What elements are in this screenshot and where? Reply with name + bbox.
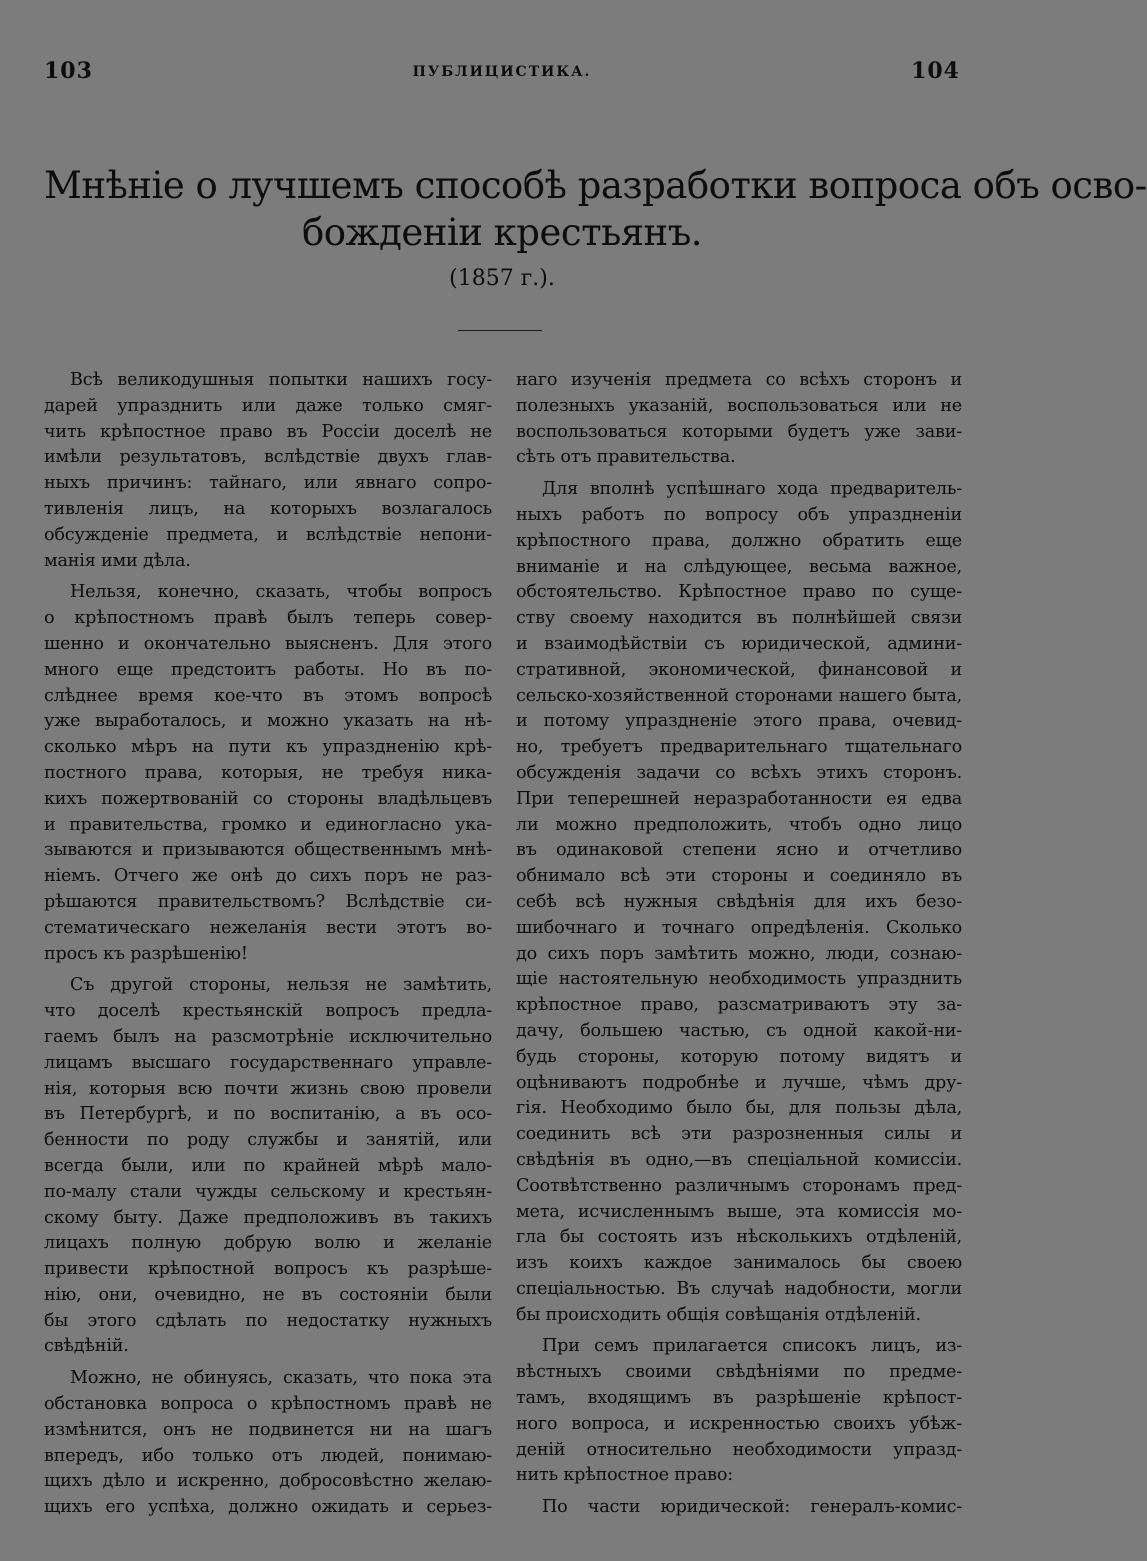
text-line: имѣли результатовъ, вслѣдствіе двухъ глав- bbox=[44, 447, 492, 468]
page-number-right: 104 bbox=[911, 58, 960, 84]
text-line: дачу, большею частью, съ одной какой-ни- bbox=[516, 1020, 962, 1041]
text-line: и потому упраздненіе этого права, очевид- bbox=[516, 711, 962, 732]
text-line: шибочнаго и точнаго опредѣленія. Сколько bbox=[516, 917, 962, 938]
text-line: изъ коихъ каждое занималось бы своею bbox=[516, 1253, 962, 1274]
text-line: Соотвѣтственно различнымъ сторонамъ пред- bbox=[516, 1175, 962, 1196]
text-line: въ одинаковой степени ясно и отчетливо bbox=[516, 840, 962, 861]
text-line: воспользоваться которыми будетъ уже зави- bbox=[516, 421, 962, 442]
article-title-line-2: божденіи крестьянъ. bbox=[301, 211, 703, 254]
text-line: нія, которыя всю почти жизнь свою провели bbox=[44, 1078, 492, 1099]
text-line: но, требуетъ предварительнаго тщательнаго bbox=[516, 737, 962, 758]
text-line: обнимало всѣ эти стороны и соединяло въ bbox=[516, 866, 962, 887]
running-title: ПУБЛИЦИСТИКА. bbox=[412, 64, 592, 80]
text-line: рѣшаются правительствомъ? Вслѣдствіе си- bbox=[44, 891, 492, 912]
text-line: измѣнится, онъ не подвинется ни на шагъ bbox=[44, 1419, 492, 1440]
text-line: крѣпостное право, разсматриваютъ эту за- bbox=[516, 995, 962, 1016]
text-line: всегда были, или по крайней мѣрѣ мало- bbox=[44, 1155, 492, 1176]
text-line: Съ другой стороны, нельзя не замѣтить, bbox=[70, 975, 492, 996]
text-line: При теперешней неразработанности ея едва bbox=[516, 788, 962, 809]
text-line: соединить всѣ эти разрозненныя силы и bbox=[516, 1124, 962, 1145]
text-line: обсужденія задачи со всѣхъ этихъ сторонъ. bbox=[516, 762, 962, 783]
article-title bbox=[44, 162, 1147, 256]
text-line: вѣстныхъ своими свѣдѣніями по предме- bbox=[516, 1362, 962, 1383]
text-line: Нельзя, конечно, сказать, чтобы вопросъ bbox=[70, 582, 492, 603]
text-line: Всѣ великодушныя попытки нашихъ госу- bbox=[70, 370, 492, 390]
text-line: кихъ пожертвованій со стороны владѣльцевъ bbox=[44, 788, 492, 809]
text-line: тивленія лицъ, на которыхъ возлагалось bbox=[44, 498, 492, 519]
text-line: деній относительно необходимости упразд- bbox=[516, 1439, 962, 1460]
title-separator-rule bbox=[458, 330, 542, 331]
text-line: крѣпостного права, должно обратить еще bbox=[516, 530, 962, 551]
text-line: слѣднее время кое-что въ этомъ вопросѣ bbox=[44, 685, 492, 706]
text-line: обстоятельство. Крѣпостное право по суще- bbox=[516, 582, 962, 603]
text-line: оцѣниваютъ подробнѣе и лучше, чѣмъ дру- bbox=[516, 1072, 962, 1093]
text-line: себѣ всѣ нужныя свѣдѣнія для ихъ безо- bbox=[516, 891, 962, 912]
text-line: ныхъ причинъ: тайнаго, или явнаго сопро- bbox=[44, 473, 492, 494]
text-line: много еще предстоитъ работы. Но въ по- bbox=[44, 659, 492, 680]
text-line: ного вопроса, и искренностью своихъ убѣж- bbox=[516, 1413, 962, 1434]
text-line: полезныхъ указаній, воспользоваться или не bbox=[516, 395, 962, 416]
text-line: щихъ дѣло и искренно, добросовѣстно желаю- bbox=[44, 1471, 492, 1492]
right-text-column bbox=[516, 368, 962, 1521]
text-line: гаемъ былъ на разсмотрѣніе исключительно bbox=[44, 1026, 492, 1047]
text-line: гія. Необходимо было бы, для пользы дѣла, bbox=[516, 1098, 962, 1119]
page-header bbox=[44, 58, 960, 90]
text-line: будь стороны, которую потому видятъ и bbox=[516, 1046, 962, 1067]
text-line: бенности по роду службы и занятій, или bbox=[44, 1130, 492, 1151]
text-line: свѣдѣнія въ одно,—въ спеціальной комиссіи. bbox=[516, 1149, 962, 1170]
text-line: просъ къ разрѣшенію! bbox=[44, 943, 248, 964]
text-line: нить крѣпостное право: bbox=[516, 1465, 733, 1486]
text-line: свѣдѣній. bbox=[44, 1336, 129, 1357]
text-line: уже выработалось, и можно указать на нѣ- bbox=[44, 711, 492, 732]
text-line: стематическаго нежеланія вести этотъ во- bbox=[44, 917, 492, 938]
text-line: сѣть отъ правительства. bbox=[516, 447, 736, 468]
text-line: бы происходить общія совѣщанія отдѣленій. bbox=[516, 1304, 921, 1325]
text-line: нію, они, очевидно, не въ состояніи были bbox=[44, 1284, 492, 1305]
text-line: и правительства, громко и единогласно ука- bbox=[44, 814, 492, 835]
text-line: сколько мѣръ на пути къ упраздненію крѣ- bbox=[44, 737, 492, 758]
text-line: стративной, экономической, финансовой и bbox=[516, 659, 962, 680]
text-line: обсужденіе предмета, и вслѣдствіе непони- bbox=[44, 524, 492, 545]
text-line: о крѣпостномъ правѣ былъ теперь совер- bbox=[44, 608, 492, 629]
text-line: дарей упразднить или даже только смяг- bbox=[44, 395, 492, 416]
text-line: При семъ прилагается списокъ лицъ, из- bbox=[542, 1336, 962, 1357]
text-line: ныхъ работъ по вопросу объ упраздненіи bbox=[516, 504, 962, 525]
text-line: обстановка вопроса о крѣпостномъ правѣ не bbox=[44, 1394, 492, 1415]
text-line: по-малу стали чужды сельскому и крестьян- bbox=[44, 1181, 492, 1202]
text-line: вниманіе и на слѣдующее, весьма важное, bbox=[516, 556, 962, 577]
text-line: чить крѣпостное право въ Россіи доселѣ не bbox=[44, 421, 492, 442]
text-line: гла бы состоять изъ нѣсколькихъ отдѣленій, bbox=[516, 1227, 962, 1248]
text-line: что доселѣ крестьянскій вопросъ предла- bbox=[44, 1001, 492, 1022]
text-line: сельско-хозяйственной сторонами нашего быта, bbox=[516, 685, 962, 706]
text-line: въ Петербургѣ, и по воспитанію, а въ осо- bbox=[44, 1104, 492, 1125]
text-line: до сихъ поръ замѣтить можно, люди, сознаю- bbox=[516, 943, 962, 964]
text-line: ніемъ. Отчего же онѣ до сихъ поръ не раз- bbox=[44, 866, 492, 887]
text-line: мета, исчисленнымъ выше, эта комиссія мо- bbox=[516, 1201, 962, 1222]
text-line: спеціальностью. Въ случаѣ надобности, могли bbox=[516, 1278, 962, 1299]
text-line: лицамъ высшаго государственнаго управле- bbox=[44, 1052, 492, 1073]
text-line: манія ими дѣла. bbox=[44, 550, 191, 571]
article-title-line-1: Мнѣніе о лучшемъ способѣ разработки вопроса объ осво- bbox=[44, 164, 1147, 207]
text-line: шенно и окончательно выясненъ. Для этого bbox=[44, 633, 492, 654]
text-line: Можно, не обинуясь, сказать, что пока эта bbox=[70, 1368, 492, 1389]
left-text-column bbox=[44, 368, 492, 1521]
text-line: По части юридической: генералъ-комис- bbox=[542, 1497, 962, 1518]
text-line: щихъ его успѣха, должно ожидать и серьез- bbox=[44, 1497, 492, 1518]
text-line: привести крѣпостной вопросъ къ разрѣше- bbox=[44, 1259, 492, 1280]
text-line: наго изученія предмета со всѣхъ сторонъ и bbox=[516, 370, 962, 390]
text-line: лицахъ полную добрую волю и желаніе bbox=[44, 1233, 492, 1254]
text-line: Для вполнѣ успѣшнаго хода предваритель- bbox=[542, 479, 962, 500]
text-line: постного права, которыя, не требуя ника- bbox=[44, 762, 492, 783]
text-line: щіе настоятельную необходимость упразднить bbox=[516, 969, 962, 990]
text-line: ству своему находится въ полнѣйшей связи bbox=[516, 608, 962, 629]
text-line: и взаимодѣйствіи съ юридической, админи- bbox=[516, 633, 962, 654]
text-line: тамъ, входящимъ въ разрѣшеніе крѣпост- bbox=[516, 1388, 962, 1409]
text-line: бы этого сдѣлать по недостатку нужныхъ bbox=[44, 1310, 492, 1331]
text-line: впередъ, ибо только отъ людей, понимаю- bbox=[44, 1445, 492, 1466]
text-line: скому быту. Даже предположивъ въ такихъ bbox=[44, 1207, 492, 1228]
article-year: (1857 г.). bbox=[449, 266, 555, 291]
text-line: ли можно предположить, чтобъ одно лицо bbox=[516, 814, 962, 835]
text-line: зываются и призываются общественнымъ мнѣ- bbox=[44, 840, 492, 861]
page-number-left: 103 bbox=[44, 58, 93, 84]
